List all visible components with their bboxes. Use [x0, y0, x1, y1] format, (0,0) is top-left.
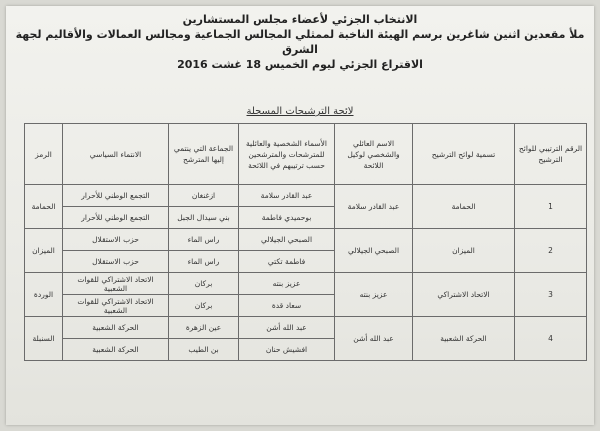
candidates-table [24, 123, 587, 361]
list-symbol: الميزان [25, 229, 63, 273]
candidate-commune: عين الزهرة [169, 317, 239, 339]
candidate-name: افشيش حنان [239, 339, 335, 361]
table-row [25, 185, 587, 207]
list-agent: عبد الله أشن [335, 317, 413, 361]
list-symbol: الحمامة [25, 185, 63, 229]
column-header-list-number: الرقم الترتيبي للوائح الترشيح [515, 124, 587, 185]
list-number: 1 [515, 185, 587, 229]
document-page [6, 6, 594, 425]
column-header-commune: الجماعة التي ينتمي إليها المترشح [169, 124, 239, 185]
list-symbol: الوردة [25, 273, 63, 317]
list-agent: عزيز بنته [335, 273, 413, 317]
candidate-name: بوحميدي فاطمة [239, 207, 335, 229]
column-header-symbol: الرمز [25, 124, 63, 185]
candidate-commune: راس الماء [169, 251, 239, 273]
list-agent: عبد القادر سلامة [335, 185, 413, 229]
list-title: لائحة الترشيحات المسجلة [246, 106, 354, 117]
column-header-list-name: تسمية لوائح الترشيح [413, 124, 515, 185]
list-name: الحمامة [413, 185, 515, 229]
column-header-list-agent: الاسم العائلي والشخصي لوكيل اللائحة [335, 124, 413, 185]
table-row [25, 229, 587, 251]
candidate-name: عبد الله أشن [239, 317, 335, 339]
candidate-name: سعاد قدة [239, 295, 335, 317]
candidate-commune: بركان [169, 273, 239, 295]
candidate-party: حزب الاستقلال [63, 229, 169, 251]
list-number: 2 [515, 229, 587, 273]
candidate-name: عبد القادر سلامة [239, 185, 335, 207]
list-symbol: السنبلة [25, 317, 63, 361]
table-row [25, 317, 587, 339]
header-title: الانتخاب الجزئي لأعضاء مجلس المستشارين [182, 13, 418, 26]
candidate-party: الحركة الشعبية [63, 339, 169, 361]
header-subtitle: ملأ مقعدين اثنين شاغرين برسم الهيئة الناخبة لممثلي المجالس الجماعية ومجالس العمالات والأقاليم لجهة الشرق [15, 28, 585, 56]
candidate-party: التجمع الوطني للأحرار [63, 185, 169, 207]
list-number: 4 [515, 317, 587, 361]
header-date: الاقتراع الجزئي ليوم الخميس 18 غشت 2016 [177, 58, 423, 71]
candidate-party: الاتحاد الاشتراكي للقوات الشعبية [63, 273, 169, 295]
candidate-commune: بني سيدال الجبل [169, 207, 239, 229]
candidate-party: التجمع الوطني للأحرار [63, 207, 169, 229]
list-number: 3 [515, 273, 587, 317]
table-header-row [25, 124, 587, 185]
candidate-commune: بن الطيب [169, 339, 239, 361]
candidate-party: الاتحاد الاشتراكي للقوات الشعبية [63, 295, 169, 317]
list-name: الحركة الشعبية [413, 317, 515, 361]
column-header-party: الانتماء السياسي [63, 124, 169, 185]
candidate-name: عزيز بنته [239, 273, 335, 295]
candidate-commune: ازغنغان [169, 185, 239, 207]
column-header-candidates: الأسماء الشخصية والعائلية للمترشحات والمترشحين حسب ترتيبهم في اللائحة [239, 124, 335, 185]
document-header [6, 12, 594, 72]
candidate-commune: راس الماء [169, 229, 239, 251]
list-name: الميزان [413, 229, 515, 273]
candidate-name: الصبحي الجيلالي [239, 229, 335, 251]
candidate-party: الحركة الشعبية [63, 317, 169, 339]
list-agent: الصبحي الجيلالي [335, 229, 413, 273]
candidate-name: فاطمة تكتي [239, 251, 335, 273]
table-row [25, 273, 587, 295]
list-name: الاتحاد الاشتراكي [413, 273, 515, 317]
candidate-commune: بركان [169, 295, 239, 317]
candidate-party: حزب الاستقلال [63, 251, 169, 273]
